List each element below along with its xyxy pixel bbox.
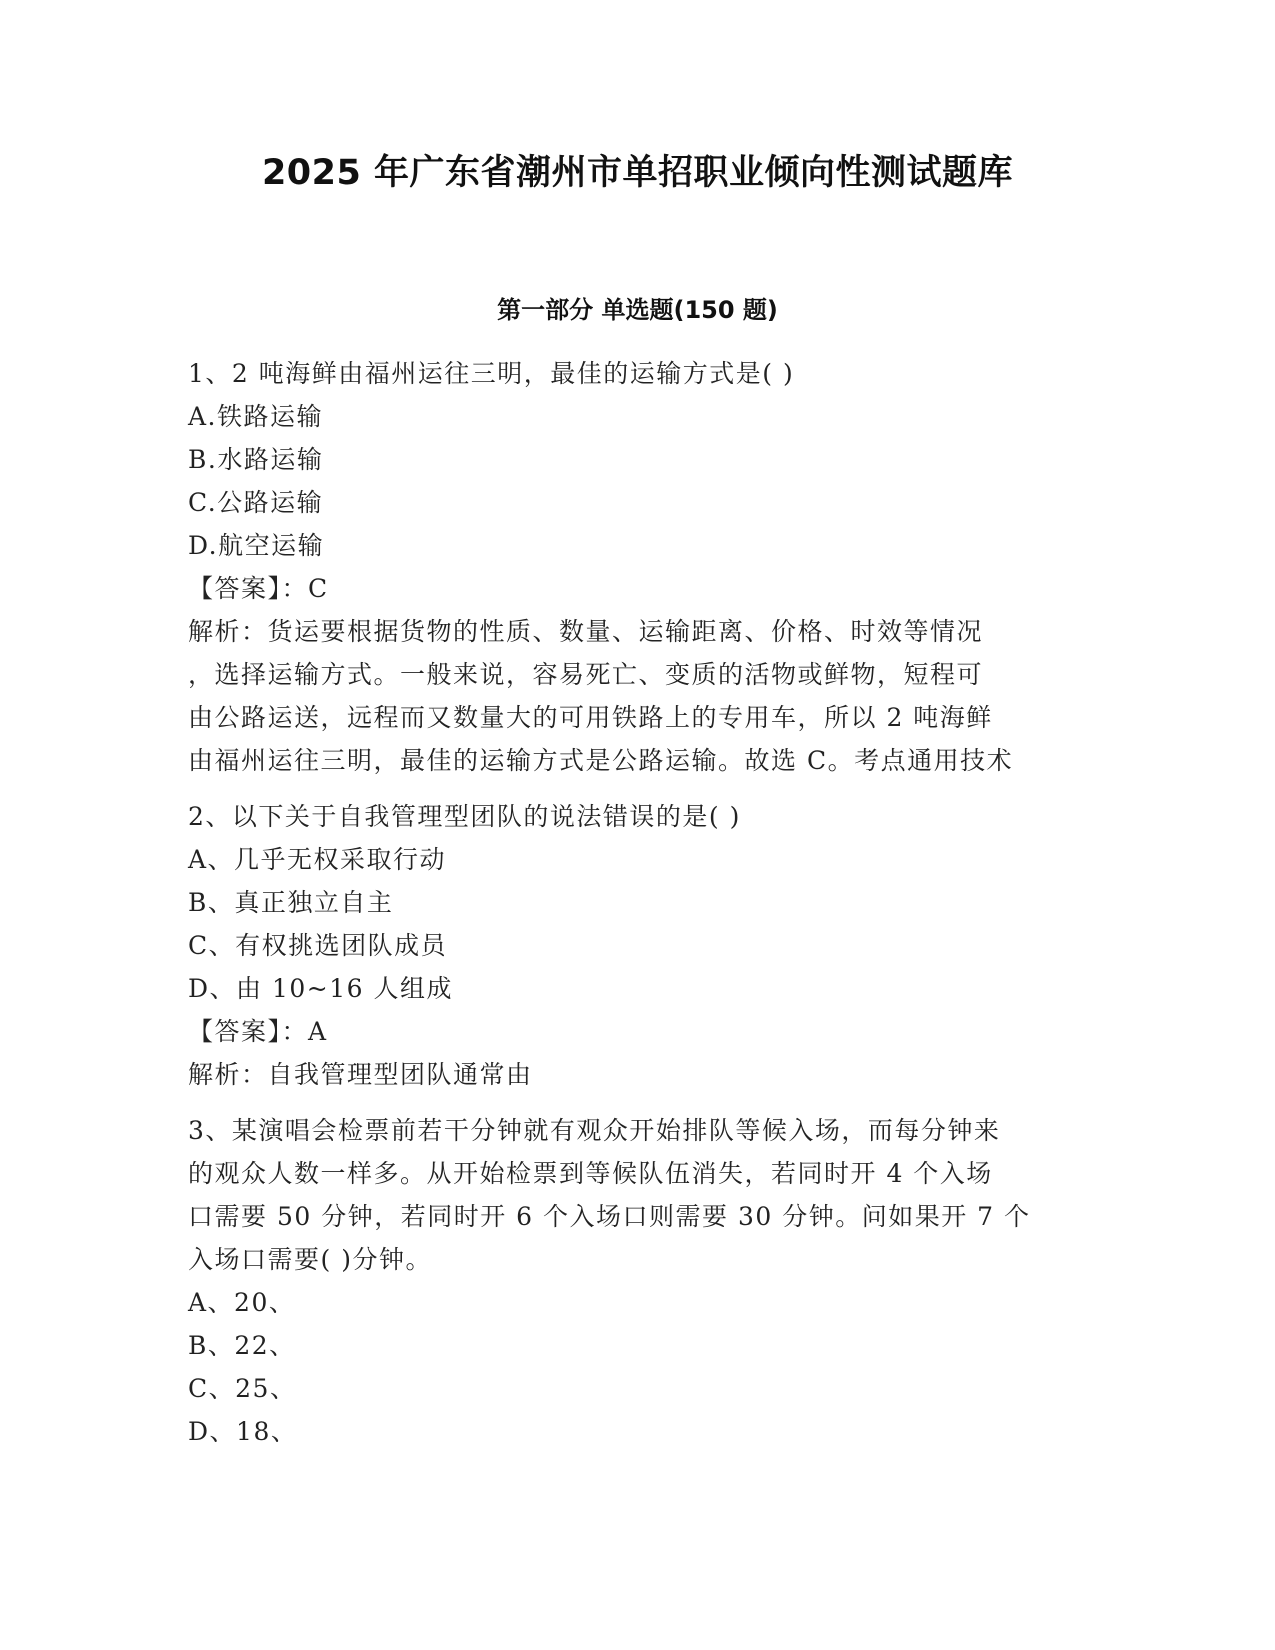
question-3 — [188, 1109, 1088, 1453]
option-c: C.公路运输 — [188, 488, 324, 517]
option-d: D.航空运输 — [188, 531, 325, 560]
option-a: A、20、 — [188, 1288, 296, 1317]
answer: 【答案】：A — [188, 1017, 328, 1046]
analysis-line: 由福州运往三明，最佳的运输方式是公路运输。故选 C。考点通用技术 — [188, 746, 1014, 775]
question-stem: 入场口需要( )分钟。 — [188, 1245, 432, 1274]
analysis-line: 由公路运送，远程而又数量大的可用铁路上的专用车，所以 2 吨海鲜 — [188, 703, 993, 732]
option-a: A、几乎无权采取行动 — [188, 845, 447, 874]
answer: 【答案】：C — [188, 574, 329, 603]
option-a: A.铁路运输 — [188, 402, 324, 431]
question-1 — [188, 352, 1088, 782]
option-d: D、由 10~16 人组成 — [188, 974, 454, 1003]
section-heading: 第一部分 单选题(150 题) — [497, 296, 778, 324]
option-c: C、25、 — [188, 1374, 297, 1403]
question-stem: 的观众人数一样多。从开始检票到等候队伍消失，若同时开 4 个入场 — [188, 1159, 993, 1188]
option-b: B.水路运输 — [188, 445, 324, 474]
option-b: B、真正独立自主 — [188, 888, 394, 917]
analysis-line: ，选择运输方式。一般来说，容易死亡、变质的活物或鲜物，短程可 — [188, 660, 984, 689]
question-stem: 3、某演唱会检票前若干分钟就有观众开始排队等候入场，而每分钟来 — [188, 1116, 1001, 1145]
question-2 — [188, 795, 1088, 1096]
document-title: 2025 年广东省潮州市单招职业倾向性测试题库 — [261, 153, 1014, 193]
analysis-line: 解析：货运要根据货物的性质、数量、运输距离、价格、时效等情况 — [188, 617, 984, 646]
option-d: D、18、 — [188, 1417, 298, 1446]
question-stem: 口需要 50 分钟，若同时开 6 个入场口则需要 30 分钟。问如果开 7 个 — [188, 1202, 1031, 1231]
option-c: C、有权挑选团队成员 — [188, 931, 448, 960]
question-stem: 2、以下关于自我管理型团队的说法错误的是( ) — [188, 802, 741, 831]
analysis-line: 解析：自我管理型团队通常由 — [188, 1060, 533, 1089]
question-stem: 1、2 吨海鲜由福州运往三明，最佳的运输方式是( ) — [188, 359, 795, 388]
question-list — [188, 352, 1088, 1453]
option-b: B、22、 — [188, 1331, 296, 1360]
